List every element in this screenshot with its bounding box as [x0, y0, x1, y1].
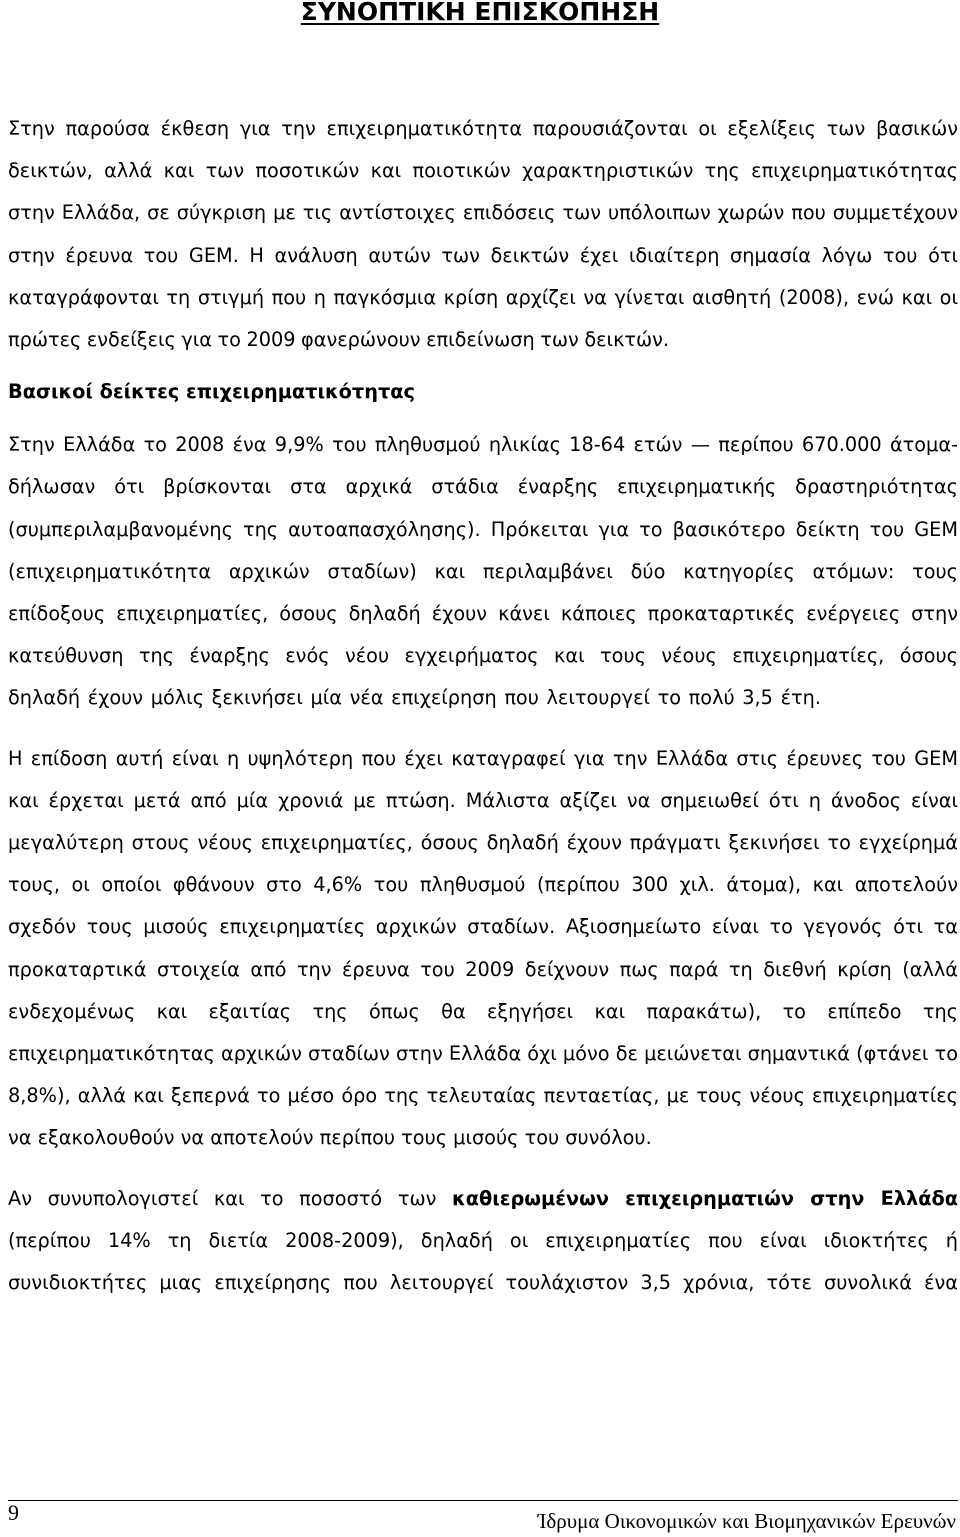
- intro-paragraph: Στην παρούσα έκθεση για την επιχειρηματικότητα παρουσιάζονται οι εξελίξεις των βασικών δεικτών, αλλά και των ποσοτικών και ποιοτικών χαρακτηριστικών της επιχειρηματικότητας στην Ελλάδα, σε σύγκριση με τις αντίστοιχες επιδόσεις των υπόλοιπων χωρών που συμμετέχουν στην έρευνα του GEM. Η ανάλυση αυτών των δεικτών έχει ιδιαίτερη σημασία λόγω του ότι καταγράφονται τη στιγμή που η παγκόσμια κρίση αρχίζει να γίνεται αισθητή (2008), ενώ και οι πρώτες ενδείξεις για το 2009 φανερώνουν επιδείνωση των δεικτών.: [8, 117, 958, 352]
- performance-paragraph: Η επίδοση αυτή είναι η υψηλότερη που έχει καταγραφεί για την Ελλάδα στις έρευνες του GEM και έρχεται μετά από μία χρονιά με πτώση. Μάλιστα αξίζει να σημειωθεί ότι η άνοδος είναι μεγαλύτερη στους νέους επιχειρηματίες, όσους δηλαδή έχουν πράγματι ξεκινήσει το εγχείρημά τους, οι οποίοι φθάνουν στο 4,6% του πληθυσμού (περίπου 300 χιλ. άτομα), και αποτελούν σχεδόν τους μισούς επιχειρηματίες αρχικών σταδίων. Αξιοσημείωτο είναι το γεγονός ότι τα προκαταρτικά στοιχεία από την έρευνα του 2009 δείχνουν πως παρά τη διεθνή κρίση (αλλά ενδεχομένως και εξαιτίας της όπως θα εξηγήσει και παρακάτω), το επίπεδο της επιχειρηματικότητας αρχικών σταδίων στην Ελλάδα όχι μόνο δε μειώνεται σημαντικά (φτάνει το 8,8%), αλλά και ξεπερνά το μέσο όρο της τελευταίας πενταετίας, με τους νέους επιχειρηματίες να εξακολουθούν να αποτελούν περίπου τους μισούς του συνόλου.: [8, 746, 958, 1150]
- tea-paragraph: Στην Ελλάδα το 2008 ένα 9,9% του πληθυσμού ηλικίας 18-64 ετών — περίπου 670.000 άτομα- δήλωσαν ότι βρίσκονται στα αρχικά στάδια έναρξης επιχειρηματικής δραστηριότητας (συμπεριλαμβανομένης της αυτοαπασχόλησης). Πρόκειται για το βασικότερο δείκτη του GEM (επιχειρηματικότητα αρχικών σταδίων) και περιλαμβάνει δύο κατηγορίες ατόμων: τους επίδοξους επιχειρηματίες, όσους δηλαδή έχουν κάνει κάποιες προκαταρτικές ενέργειες στην κατεύθυνση της έναρξης ενός νέου εγχειρήματος και τους νέους επιχειρηματίες, όσους δηλαδή έχουν μόλις ξεκινήσει μία νέα επιχείρηση που λειτουργεί το πολύ 3,5 έτη.: [8, 433, 958, 710]
- document-body: [8, 108, 958, 1304]
- established-text-post: (περίπου 14% τη διετία 2008-2009), δηλαδή οι επιχειρηματίες που είναι ιδιοκτήτες ή συνιδιοκτήτες μιας επιχείρησης που λειτουργεί τουλάχιστον 3,5 χρόνια, τότε συνολικά ένα: [8, 1228, 958, 1295]
- established-text-bold: καθιερωμένων επιχειρηματιών στην Ελλάδα: [452, 1186, 958, 1210]
- page-title: ΣΥΝΟΠΤΙΚΗ ΕΠΙΣΚΟΠΗΣΗ: [300, 0, 660, 26]
- footer-institution: Ίδρυμα Οικονομικών και Βιομηχανικών Ερευνών: [537, 1509, 956, 1533]
- footer-divider: [8, 1500, 958, 1501]
- section-heading: Βασικοί δείκτες επιχειρηματικότητας: [8, 380, 415, 404]
- page-number: 9: [8, 1500, 19, 1525]
- established-paragraph: [8, 1178, 958, 1305]
- established-text-pre: Αν συνυπολογιστεί και το ποσοστό των: [8, 1186, 453, 1210]
